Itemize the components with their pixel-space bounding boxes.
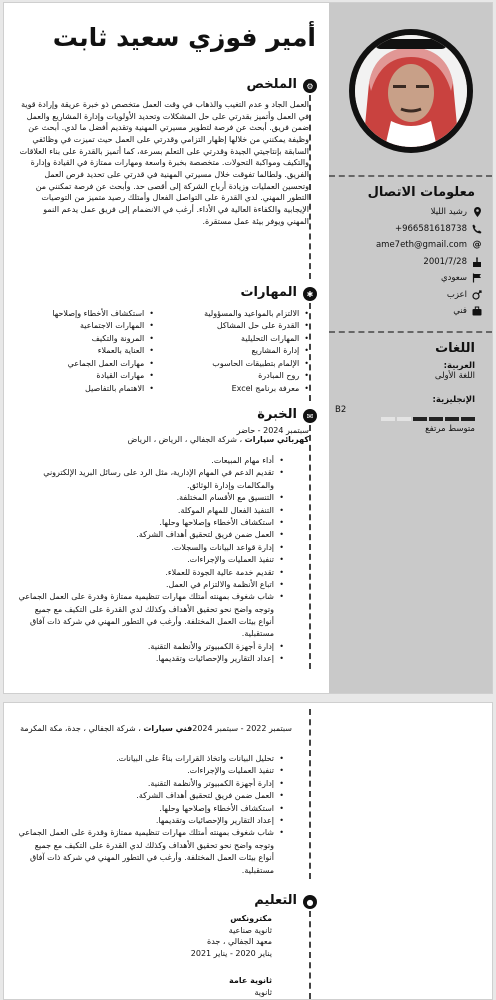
timeline-line xyxy=(309,911,311,999)
experience-company-line xyxy=(19,435,309,444)
skill-item: • الالتزام بالمواعيد والمسؤولية xyxy=(174,308,309,320)
skill-item: • المهارات الاجتماعية xyxy=(19,320,154,332)
contact-phone[interactable] xyxy=(337,221,482,238)
skill-item: • الإلمام بتطبيقات الحاسوب xyxy=(174,358,309,370)
email-icon: @ xyxy=(472,240,482,251)
skill-item: • معرفة برنامج Excel xyxy=(174,383,309,395)
contact-list xyxy=(337,204,482,320)
profile-photo xyxy=(355,35,467,147)
duty-item: • شاب شغوف بمهنته أمتلك مهارات تنظيمية ممتازة وقدرة على العمل الجماعي وتوجه واضح نحو تحقيق الأهداف وكذلك لدي القدرة على التكيف مع جميع أنواع بيئات العمل المختلفة. وأرغب في التطور المهني في شركة ذات آفاق مستقبلية. xyxy=(18,827,284,877)
status-icon xyxy=(472,290,482,300)
nationality-icon xyxy=(472,273,482,283)
summary-text: العمل الجاد و عدم التغيب والذهاب في وقت العمل متخصص ذو خبرة عريقة وإرادة قوية في العمل وأتميز بقدرتي على حل المشكلات وتحديد الأولويات وإدارة المشاريع والعمل ضمن فريق. أبحث عن فرصة لتطوير مسيرتي المهنية وتقديم أفضل ما لدي. أبحث عن وظيفة يمكنني من خلالها إظهار التزامي وقدرتي على العمل حيث تميزت في وظائفي السابقة بإنتاجيتي الجيدة وقدرتي على التعلم بسرعة، كما أتميز بالقدرة على بناء العلاقات والتكيف ومواكبة التحولات. متخصصة بخبرة واسعة ومهارات ممتازة في القيادة وإدارة الفريق. ولطالما تفوقت خلال مسيرتي المهنية في قدرتي على تحديد فرص العمل وتحسين العمليات وزيادة أرباح الشركة إلى أقصى حد. وأبحث عن فرصة تمكنني من التطور المهني. لدي القدرة على التواصل الفعال وأمتلك رصيد متميز من التوصيات الإيجابية والكفاءة العالية في الأداء. أرغب في الانضمام إلى فريق عمل يدعم النمو المهني ويوفر بيئة عمل مستقرة. xyxy=(19,100,309,226)
resume-page-2 xyxy=(3,702,493,1000)
bar-segment xyxy=(461,417,475,421)
skill-item: • استكشاف الأخطاء وإصلاحها xyxy=(19,308,154,320)
timeline-line xyxy=(309,95,311,279)
duty-item: • استكشاف الأخطاء وإصلاحها وحلها. xyxy=(18,803,284,815)
experience-company-line xyxy=(12,723,292,735)
timeline-line xyxy=(309,425,311,669)
job-title: فني سيارات xyxy=(143,724,193,733)
experience-duties xyxy=(18,753,284,877)
experience-entry xyxy=(12,723,292,735)
duty-item: • تنفيذ العمليات والإجراءات. xyxy=(18,554,284,566)
summary-icon: ⚙ xyxy=(303,79,317,93)
skill-item: • إدارة المشاريع xyxy=(174,345,309,357)
timeline-line xyxy=(309,303,311,401)
education-date: يناير 2020 - يناير 2021 xyxy=(190,948,272,958)
timeline-line xyxy=(309,709,311,879)
skill-item: • العناية بالعملاء xyxy=(19,345,154,357)
duty-item: • التنفيذ الفعال للمهام الموكلة. xyxy=(18,505,284,517)
language-level: متوسط مرتفع xyxy=(425,424,475,434)
bar-segment xyxy=(445,417,459,421)
duty-item: • تقديم خدمة عالية الجودة للعملاء. xyxy=(18,567,284,579)
skills-list xyxy=(19,308,309,395)
experience-date: سبتمبر 2022 - سبتمبر 2024 xyxy=(192,724,292,733)
skill-item: • روح المبادرة xyxy=(174,370,309,382)
sidebar xyxy=(329,3,492,693)
skill-item: • القدرة على حل المشاكل xyxy=(174,320,309,332)
duty-item: • شاب شغوف بمهنته أمتلك مهارات تنظيمية ممتازة وقدرة على العمل الجماعي وتوجه واضح نحو تحقيق الأهداف وكذلك لدي القدرة على التكيف مع جميع أنواع بيئات العمل المختلفة. وأرغب في التطور المهني في شركة ذات آفاق مستقبلية. xyxy=(18,591,284,641)
education-entry xyxy=(72,913,272,959)
contact-email[interactable] xyxy=(337,237,482,254)
education-icon: ● xyxy=(303,895,317,909)
languages-title: اللغات xyxy=(435,341,475,356)
contact-birthdate-text: 2001/7/28 xyxy=(423,256,467,267)
bar-segment xyxy=(381,417,395,421)
language-level-bar xyxy=(335,417,475,421)
language-name: العربية: xyxy=(443,361,475,371)
education-degree: ثانوية xyxy=(254,987,272,997)
experience-duties xyxy=(18,455,284,666)
duties-list xyxy=(18,455,284,666)
contact-nationality-text: سعودي xyxy=(440,273,467,284)
contact-status-text: اعزب xyxy=(446,289,467,300)
education-title-text: مكترونكس xyxy=(230,914,272,923)
profile-photo-frame xyxy=(349,29,473,153)
duty-item: • إدارة قواعد البيانات والسجلات. xyxy=(18,542,284,554)
language-code: B2 xyxy=(335,405,347,415)
education-entry xyxy=(72,975,272,998)
skill-item: • المهارات التحليلية xyxy=(174,333,309,345)
education-title: التعليم xyxy=(254,893,297,908)
skills-title: المهارات xyxy=(240,285,297,300)
education-place: معهد الجفالي ، جدة xyxy=(207,937,272,947)
duties-list xyxy=(18,753,284,877)
profession-icon xyxy=(472,306,482,316)
duty-item: • التنسيق مع الأقسام المختلفة. xyxy=(18,492,284,504)
skill-item: • مهارات العمل الجماعي xyxy=(19,358,154,370)
duty-item: • تقديم الدعم في المهام الإدارية، مثل الرد على رسائل البريد الإلكتروني والمكالمات وإدارة الوثائق. xyxy=(18,467,284,492)
experience-icon: ✉ xyxy=(303,409,317,423)
skill-item: • مهارات القيادة xyxy=(19,370,154,382)
company-location: ، شركة الجفالي ، الرياض ، الرياض xyxy=(127,435,243,444)
skills-column xyxy=(174,308,309,395)
contact-nationality xyxy=(337,270,482,287)
skills-icon: ✱ xyxy=(303,287,317,301)
contact-profession xyxy=(337,303,482,320)
duty-item: • استكشاف الأخطاء وإصلاحها وحلها. xyxy=(18,517,284,529)
education-title-text: ثانوية عامة xyxy=(229,976,272,985)
language-english xyxy=(335,395,475,434)
skills-column xyxy=(19,308,154,395)
contact-birthdate xyxy=(337,254,482,271)
contact-title: معلومات الاتصال xyxy=(367,185,475,200)
education-degree: ثانوية صناعية xyxy=(228,925,272,935)
language-level: اللغة الأولى xyxy=(434,371,475,381)
candidate-name: أمير فوزي سعيد ثابت xyxy=(52,23,316,52)
contact-email-text: ame7eth@gmail.com xyxy=(375,240,467,251)
job-title: كهربائي سيارات xyxy=(244,435,309,444)
resume-page-1 xyxy=(3,2,493,694)
skill-item: • المرونة والتكيف xyxy=(19,333,154,345)
duty-item: • العمل ضمن فريق لتحقيق أهداف الشركة. xyxy=(18,790,284,802)
bar-segment xyxy=(413,417,427,421)
duty-item: • إعداد التقارير والإحصائيات وتقديمها. xyxy=(18,815,284,827)
contact-status xyxy=(337,287,482,304)
divider xyxy=(329,331,492,333)
duty-item: • إعداد التقارير والإحصائيات وتقديمها. xyxy=(18,653,284,665)
contact-location xyxy=(337,204,482,221)
duty-item: • إدارة أجهزة الكمبيوتر والأنظمة التقنية. xyxy=(18,778,284,790)
experience-date: سبتمبر 2024 - حاضر xyxy=(236,426,309,435)
birthday-icon xyxy=(472,257,482,267)
duty-item: • تحليل البيانات واتخاذ القرارات بناءً على البيانات. xyxy=(18,753,284,765)
contact-phone-text: +966581618738 xyxy=(394,223,467,234)
skill-item: • الاهتمام بالتفاصيل xyxy=(19,383,154,395)
experience-entry xyxy=(19,426,309,444)
duty-item: • أداء مهام المبيعات. xyxy=(18,455,284,467)
contact-location-text: رشيد الليلا xyxy=(430,207,467,218)
duty-item: • تنفيذ العمليات والإجراءات. xyxy=(18,765,284,777)
company-location: ، شركة الجفالي ، جدة، مكة المكرمة xyxy=(20,724,141,733)
duty-item: • العمل ضمن فريق لتحقيق أهداف الشركة. xyxy=(18,529,284,541)
divider xyxy=(329,175,492,177)
bar-segment xyxy=(397,417,411,421)
duty-item: • اتباع الأنظمة والالتزام في العمل. xyxy=(18,579,284,591)
language-arabic xyxy=(335,361,475,381)
phone-icon xyxy=(472,224,482,234)
location-icon xyxy=(472,207,482,217)
contact-profession-text: فني xyxy=(453,306,467,317)
duty-item: • إدارة أجهزة الكمبيوتر والأنظمة التقنية. xyxy=(18,641,284,653)
language-name: الإنجليزية: xyxy=(432,395,475,405)
summary-title: الملخص xyxy=(246,77,297,92)
bar-segment xyxy=(429,417,443,421)
experience-title: الخبرة xyxy=(257,407,297,422)
